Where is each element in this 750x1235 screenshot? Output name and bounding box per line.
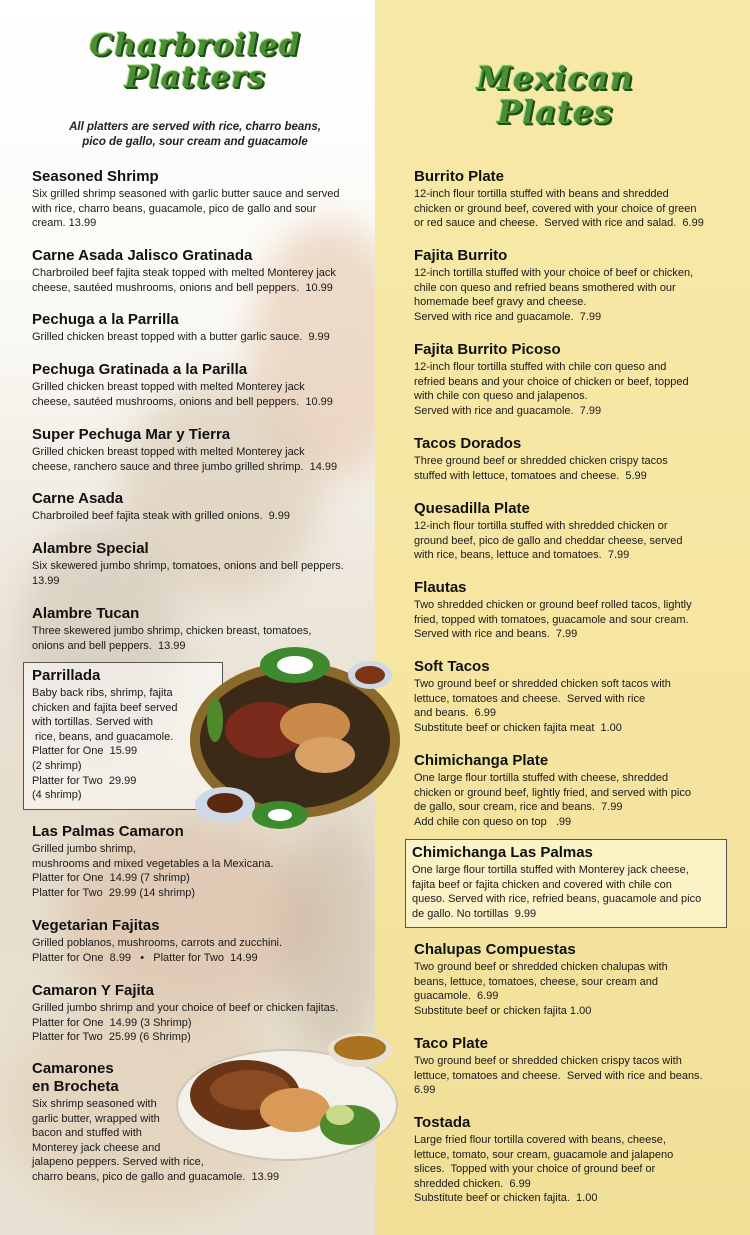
- description-line: onions and bell peppers. 13.99: [32, 639, 186, 652]
- description-line: mushrooms and mixed vegetables a la Mexicana.: [32, 857, 274, 870]
- item-description: [414, 1054, 739, 1098]
- menu-item-seasoned-shrimp: [32, 168, 372, 231]
- description-line: shredded chicken. 6.99: [414, 1177, 531, 1190]
- description-line: Served with rice and guacamole. 7.99: [414, 310, 602, 323]
- menu-item-taco-plate: [414, 1035, 739, 1098]
- item-name: Parrillada: [32, 667, 101, 684]
- subtitle-line-2: pico de gallo, sour cream and guacamole: [82, 136, 308, 148]
- description-line: Platter for One 14.99 (7 shrimp): [32, 872, 190, 885]
- description-line: or red sauce and cheese. Served with rice and salad. 6.99: [414, 217, 704, 230]
- description-line: 12-inch flour tortilla stuffed with beans and shredded: [414, 188, 669, 200]
- menu-item-flautas: [414, 579, 739, 642]
- description-line: 6.99: [414, 1084, 436, 1097]
- description-line: de gallo, sour cream, rice and beans. 7.99: [414, 801, 623, 814]
- item-name: Camaron Y Fajita: [32, 982, 154, 999]
- menu-item-vegetarian-fajitas: [32, 917, 362, 965]
- description-line: Served with rice and beans. 7.99: [414, 628, 578, 641]
- menu-item-las-palmas-camaron: [32, 823, 332, 900]
- description-line: Platter for Two 25.99 (6 Shrimp): [32, 1031, 191, 1044]
- item-name: Taco Plate: [414, 1035, 488, 1052]
- item-name: Chimichanga Plate: [414, 752, 549, 769]
- description-line: cheese, ranchero sauce and three jumbo grilled shrimp. 14.99: [32, 460, 338, 473]
- item-name: Carne Asada Jalisco Gratinada: [32, 247, 253, 264]
- item-description: [414, 360, 739, 418]
- description-line: Grilled chicken breast topped with melted Monterey jack: [32, 446, 305, 458]
- item-name: Super Pechuga Mar y Tierra: [32, 426, 231, 443]
- item-name: Carne Asada: [32, 490, 124, 507]
- menu-item-super-pechuga-mar-y-tierra: [32, 426, 372, 474]
- item-name: Soft Tacos: [414, 658, 490, 675]
- description-line: stuffed with lettuce, tomatoes and cheese. 5.99: [414, 469, 647, 482]
- menu-item-burrito-plate: [414, 168, 739, 231]
- heading-line-1: Charbroiled: [89, 28, 301, 63]
- description-line: chicken and fajita beef served: [32, 701, 178, 714]
- item-name: Seasoned Shrimp: [32, 168, 159, 185]
- description-line: (4 shrimp): [32, 789, 82, 802]
- item-description: [414, 598, 739, 642]
- description-line: chicken or ground beef, lightly fried, and served with pico: [414, 786, 691, 799]
- description-line: jalapeno peppers. Served with rice,: [32, 1156, 204, 1169]
- menu-item-pechuga-gratinada-a-la-parilla: [32, 361, 372, 409]
- subtitle-line-1: All platters are served with rice, charro beans,: [69, 121, 321, 133]
- description-line: guacamole. 6.99: [414, 990, 499, 1003]
- item-name: Tacos Dorados: [414, 435, 522, 452]
- description-line: Substitute beef or chicken fajita 1.00: [414, 1004, 592, 1017]
- item-name: en Brocheta: [32, 1078, 119, 1095]
- menu-item-tacos-dorados: [414, 435, 739, 483]
- item-description: [414, 677, 739, 735]
- item-description: [32, 266, 372, 295]
- description-line: Grilled jumbo shrimp and your choice of beef or chicken fajitas.: [32, 1002, 339, 1014]
- item-description: [32, 559, 372, 588]
- description-line: cheese, sautéed mushrooms, onions and bell peppers. 10.99: [32, 395, 333, 408]
- item-description: [32, 842, 332, 900]
- description-line: One large flour tortilla stuffed with Monterey jack cheese,: [412, 864, 689, 876]
- camarones-photo: [175, 1030, 400, 1165]
- item-name: Tostada: [414, 1114, 471, 1131]
- description-line: Large fried flour tortilla covered with beans, cheese,: [414, 1134, 666, 1146]
- description-line: lettuce, tomato, sour cream, guacamole and jalapeno: [414, 1148, 674, 1161]
- menu-item-pechuga-a-la-parrilla: [32, 311, 372, 345]
- description-line: cream. 13.99: [32, 217, 97, 230]
- item-name: Alambre Special: [32, 540, 149, 557]
- description-line: Six grilled shrimp seasoned with garlic butter sauce and served: [32, 188, 340, 200]
- description-line: Platter for Two 29.99 (14 shrimp): [32, 886, 196, 899]
- description-line: fried, topped with tomatoes, guacamole and sour cream.: [414, 613, 689, 626]
- description-line: with chile con queso and jalapenos.: [414, 390, 588, 403]
- item-description: [32, 936, 362, 965]
- description-line: garlic butter, wrapped with: [32, 1112, 160, 1125]
- item-name: Camarones: [32, 1060, 114, 1077]
- item-description: [412, 863, 720, 921]
- description-line: Add chile con queso on top .99: [414, 815, 572, 828]
- menu-item-chalupas-compuestas: [414, 941, 739, 1018]
- description-line: with tortillas. Served with: [32, 716, 154, 729]
- item-name: Vegetarian Fajitas: [32, 917, 160, 934]
- item-name: Pechuga Gratinada a la Parilla: [32, 361, 248, 378]
- description-line: Three ground beef or shredded chicken crispy tacos: [414, 455, 668, 467]
- heading-line-1: Mexican: [476, 59, 634, 97]
- item-name: Las Palmas Camaron: [32, 823, 184, 840]
- item-name: Flautas: [414, 579, 467, 596]
- description-line: chicken or ground beef, covered with your choice of green: [414, 202, 697, 215]
- item-description: [32, 509, 372, 524]
- description-line: lettuce, tomatoes and cheese. Served with rice: [414, 692, 646, 705]
- menu-item-carne-asada-jalisco-gratinada: [32, 247, 372, 295]
- menu-item-fajita-burrito-picoso: [414, 341, 739, 418]
- description-line: and beans. 6.99: [414, 707, 496, 720]
- description-line: 12-inch flour tortilla stuffed with shredded chicken or: [414, 520, 668, 532]
- description-line: Grilled chicken breast topped with a butter garlic sauce. 9.99: [32, 331, 330, 343]
- description-line: Platter for Two 29.99: [32, 774, 137, 787]
- description-line: fajita beef or fajita chicken and covered with chile con: [412, 878, 672, 891]
- heading-line-2: Platters: [124, 59, 266, 95]
- item-description: [414, 960, 739, 1018]
- description-line: de gallo. No tortillas 9.99: [412, 907, 537, 920]
- menu-item-chimichanga-plate: [414, 752, 739, 829]
- description-line: Platter for One 15.99: [32, 745, 138, 758]
- description-line: Platter for One 14.99 (3 Shrimp): [32, 1016, 192, 1029]
- item-description: [414, 519, 739, 563]
- item-name: Quesadilla Plate: [414, 500, 530, 517]
- description-line: charro beans, pico de gallo and guacamole. 13.99: [32, 1170, 280, 1183]
- description-line: Baby back ribs, shrimp, fajita: [32, 687, 173, 699]
- description-line: Six shrimp seasoned with: [32, 1098, 157, 1110]
- item-description: [414, 187, 739, 231]
- description-line: (2 shrimp): [32, 759, 82, 772]
- item-name: Chimichanga Las Palmas: [412, 844, 593, 861]
- description-line: Six skewered jumbo shrimp, tomatoes, onions and bell peppers.: [32, 560, 344, 572]
- menu-item-fajita-burrito: [414, 247, 739, 324]
- description-line: Substitute beef or chicken fajita. 1.00: [414, 1192, 598, 1205]
- item-description: [32, 330, 372, 345]
- item-name: Pechuga a la Parrilla: [32, 311, 179, 328]
- description-line: cheese, sautéed mushrooms, onions and bell peppers. 10.99: [32, 281, 333, 294]
- item-description: [414, 771, 739, 829]
- description-line: queso. Served with rice, refried beans, guacamole and pico: [412, 893, 702, 906]
- menu-item-chimichanga-las-palmas: [405, 839, 727, 928]
- description-line: 12-inch tortilla stuffed with your choice of beef or chicken,: [414, 267, 694, 279]
- description-line: Grilled poblanos, mushrooms, carrots and zucchini.: [32, 937, 283, 949]
- description-line: Two ground beef or shredded chicken chalupas with: [414, 961, 668, 973]
- item-description: [414, 1133, 739, 1206]
- description-line: refried beans and your choice of chicken or beef, topped: [414, 375, 689, 388]
- item-name: Chalupas Compuestas: [414, 941, 576, 958]
- description-line: slices. Topped with your choice of ground beef or: [414, 1163, 656, 1176]
- description-line: Served with rice and guacamole. 7.99: [414, 404, 602, 417]
- description-line: bacon and stuffed with: [32, 1127, 142, 1140]
- item-name: Alambre Tucan: [32, 605, 140, 622]
- description-line: Charbroiled beef fajita steak with grilled onions. 9.99: [32, 510, 291, 522]
- description-line: ground beef, pico de gallo and cheddar cheese, served: [414, 534, 683, 547]
- heading-line-2: Plates: [496, 92, 614, 131]
- description-line: Charbroiled beef fajita steak topped with melted Monterey jack: [32, 267, 336, 279]
- description-line: Grilled chicken breast topped with melted Monterey jack: [32, 381, 305, 393]
- description-line: Substitute beef or chicken fajita meat 1.00: [414, 721, 622, 734]
- description-line: Two ground beef or shredded chicken soft tacos with: [414, 678, 671, 690]
- item-name: Fajita Burrito: [414, 247, 508, 264]
- description-line: with rice, charro beans, guacamole, pico de gallo and sour: [32, 202, 317, 215]
- item-name: Burrito Plate: [414, 168, 505, 185]
- description-line: rice, beans, and guacamole.: [32, 730, 174, 743]
- charbroiled-platters-heading: [60, 30, 330, 93]
- description-line: One large flour tortilla stuffed with cheese, shredded: [414, 772, 669, 784]
- description-line: chile con queso and refried beans smothered with our: [414, 281, 676, 294]
- item-description: [32, 187, 372, 231]
- description-line: beans, lettuce, tomatoes, cheese, sour cream and: [414, 975, 658, 988]
- menu-item-soft-tacos: [414, 658, 739, 735]
- parrillada-photo: [185, 645, 400, 830]
- item-description: [32, 380, 372, 409]
- description-line: lettuce, tomatoes and cheese. Served with rice and beans.: [414, 1069, 703, 1082]
- description-line: Platter for One 8.99 • Platter for Two 14.99: [32, 951, 258, 964]
- platters-subtitle: [40, 120, 350, 150]
- item-description: [414, 454, 739, 483]
- description-line: 13.99: [32, 574, 60, 587]
- description-line: Monterey jack cheese and: [32, 1141, 161, 1154]
- description-line: 12-inch flour tortilla stuffed with chile con queso and: [414, 361, 667, 373]
- item-name: Fajita Burrito Picoso: [414, 341, 561, 358]
- mexican-plates-heading: [440, 59, 670, 131]
- item-description: [414, 266, 739, 324]
- description-line: Grilled jumbo shrimp,: [32, 843, 136, 855]
- description-line: with rice, beans, lettuce and tomatoes. 7.99: [414, 549, 630, 562]
- menu-item-tostada: [414, 1114, 739, 1206]
- menu-item-quesadilla-plate: [414, 500, 739, 563]
- item-description: [32, 445, 372, 474]
- menu-item-carne-asada: [32, 490, 372, 524]
- menu-item-alambre-special: [32, 540, 372, 588]
- description-line: Two shredded chicken or ground beef rolled tacos, lightly: [414, 599, 692, 611]
- description-line: Three skewered jumbo shrimp, chicken breast, tomatoes,: [32, 625, 312, 637]
- description-line: Two ground beef or shredded chicken crispy tacos with: [414, 1055, 682, 1067]
- description-line: homemade beef gravy and cheese.: [414, 296, 587, 309]
